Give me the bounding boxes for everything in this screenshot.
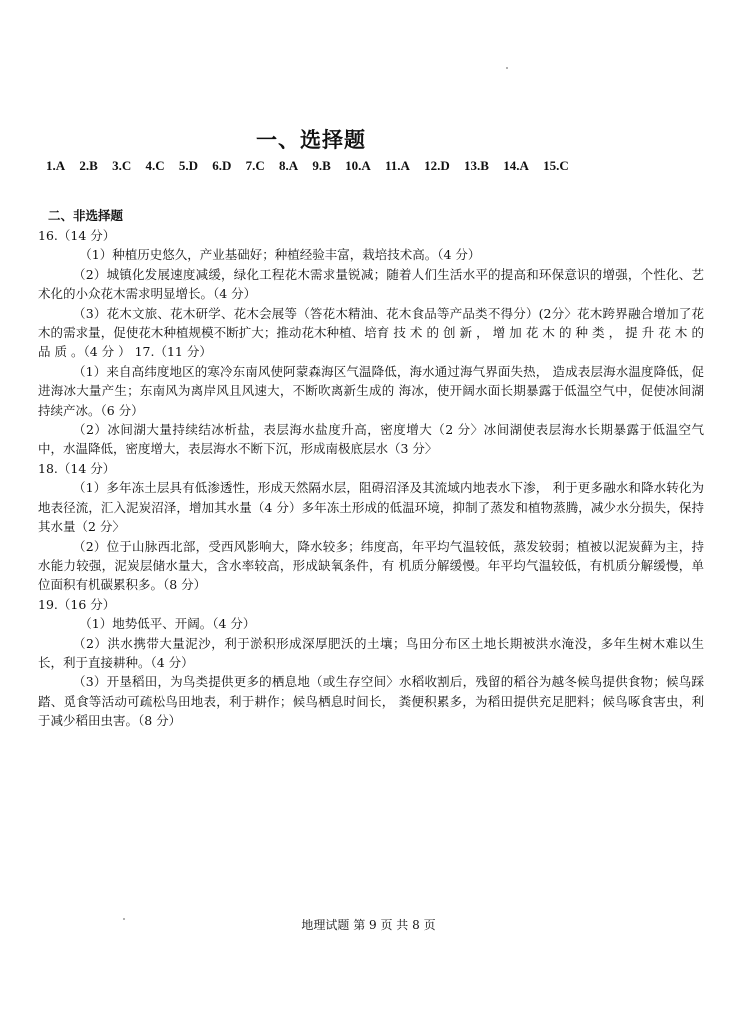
- answer-key-list: [46, 158, 580, 174]
- answer-item: 13.B: [464, 158, 489, 173]
- answer-item: 15.C: [543, 158, 569, 173]
- answer-item: 10.A: [345, 158, 371, 173]
- answer-item: 4.C: [145, 158, 165, 173]
- scan-speck: [123, 918, 125, 920]
- section-title: 一、选择题: [256, 127, 366, 152]
- answer-item: 1.A: [46, 158, 66, 173]
- page-footer: 地理试题 第 9 页 共 8 页: [301, 918, 436, 932]
- answer-item: 9.B: [312, 158, 331, 173]
- question-19-part-3: （3）开垦稻田，为鸟类提供更多的栖息地（或生存空间〉水稻收割后，残留的稻谷为越冬候鸟提供食物；候鸟踩踏、觅食等活动可疏松鸟田地表，利于耕作；候鸟栖息时间长， 粪便积累多，为稻田提供充足肥料；候鸟啄食害虫，利于减少稻田虫害。（8 分）: [38, 674, 704, 729]
- question-17-part-2: （2）冰间湖大量持续结冰析盐，表层海水盐度升高，密度增大（2 分〉冰间湖使表层海水长期暴露于低温空气中，水温降低，密度增大，表层海水不断下沉，形成南极底层水（3 分〉: [38, 422, 704, 457]
- question-18-head: 18.（14 分）: [38, 460, 116, 476]
- answer-item: 7.C: [245, 158, 265, 173]
- answer-body: [38, 226, 704, 731]
- section2-title: 二、非选择题: [48, 208, 124, 223]
- answer-item: 11.A: [384, 158, 410, 173]
- question-16-part-1: （1）种植历史悠久，产业基础好；种植经验丰富，栽培技术高。（4 分）: [79, 247, 481, 263]
- question-18-part-2: （2）位于山脉西北部，受西风影响大，降水较多；纬度高，年平均气温较低，蒸发较弱；植被以泥炭藓为主，持水能力较强，泥炭层储水量大，含水率较高，形成缺氧条件，有 机质分解缓慢。年平均气温较低，有机质分解缓慢，单位面积有机碳累积多。（8 分）: [38, 538, 704, 593]
- answer-item: 14.A: [503, 158, 529, 173]
- question-16-head: 16.（14 分）: [38, 228, 116, 243]
- question-16-part-3: （3）花木文旅、花木研学、花木会展等（答花木精油、花木食品等产品类不得分）(2分〉花木跨界融合增加了花木的需求量，促使花木种植规模不断扩大；推动花木种植、培育 技 术 的 创 新 ， 增 加 花 木 的 种 类 ， 提 升 花 木 的 品 质 。（4 分 ） 17.（11 分）: [38, 305, 704, 360]
- question-17-part-1: （1）来自高纬度地区的寒冷东南风使阿蒙森海区气温降低，海水通过海气界面失热， 造成表层海水温度降低，促进海冰大量产生；东南风为离岸风且风速大，不断吹离新生成的 海冰，使开阔水面长期暴露于低温空气中，促使冰间湖持续产冰。（6 分）: [38, 363, 704, 418]
- answer-item: 5.D: [178, 158, 198, 173]
- scan-speck: [506, 67, 508, 69]
- answer-item: 6.D: [212, 158, 232, 173]
- answer-item: 12.D: [424, 158, 450, 173]
- question-19-part-2: （2）洪水携带大量泥沙，利于淤积形成深厚肥沃的土壤；鸟田分布区土地长期被洪水淹没，多年生树木难以生长，利于直接耕种。（4 分）: [38, 635, 704, 670]
- answer-item: 3.C: [112, 158, 132, 173]
- question-18-part-1: （1）多年冻土层具有低渗透性，形成天然隔水层，阻碍沼泽及其流域内地表水下渗， 利于更多融水和降水转化为地表径流，汇入泥炭沼泽，增加其水量（4 分）多年冻土形成的低温环境，抑制了蒸发和植物蒸腾，减少水分损失，保持其水量（2 分〉: [38, 480, 704, 535]
- answer-item: 2.B: [79, 158, 98, 173]
- question-16-part-2: （2）城镇化发展速度减缓，绿化工程花木需求量锐减；随着人们生活水平的提高和环保意识的增强，个性化、艺术化的小众花木需求明显增长。（4 分）: [38, 266, 704, 302]
- question-19-part-1: （1）地势低平、开阔。（4 分）: [79, 616, 256, 632]
- question-19-head: 19.（16 分）: [38, 596, 116, 612]
- answer-item: 8.A: [279, 158, 299, 173]
